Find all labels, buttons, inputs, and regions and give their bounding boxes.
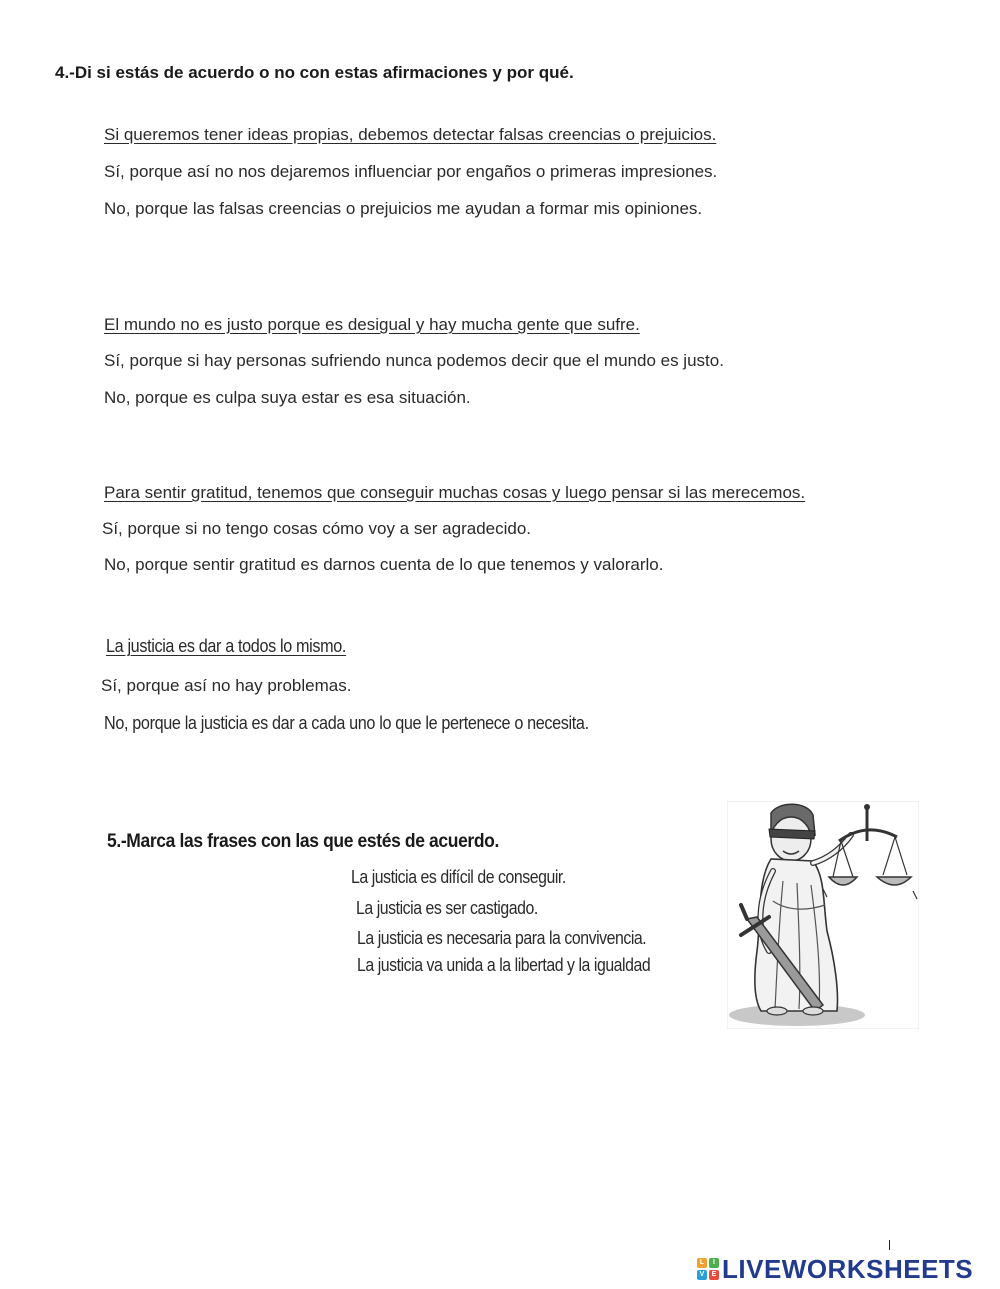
lady-justice-illustration — [727, 801, 919, 1029]
option-1-no[interactable]: No, porque las falsas creencias o prejuicios me ayudan a formar mis opiniones. — [104, 199, 703, 218]
option-1-yes[interactable]: Sí, porque así no nos dejaremos influenciar por engaños o primeras impresiones. — [104, 162, 718, 181]
option-4-yes[interactable]: Sí, porque así no hay problemas. — [101, 676, 352, 695]
statement-2: El mundo no es justo porque es desigual y hay mucha gente que sufre. — [104, 315, 640, 334]
liveworksheets-logo — [697, 1252, 973, 1286]
logo-blocks-icon — [697, 1258, 719, 1280]
option-2-no[interactable]: No, porque es culpa suya estar es esa situación. — [104, 388, 471, 407]
phrase-4[interactable]: La justicia va unida a la libertad y la igualdad — [357, 955, 651, 975]
logo-block-2: I — [709, 1258, 719, 1268]
statement-4: La justicia es dar a todos lo mismo. — [106, 636, 347, 656]
phrase-3[interactable]: La justicia es necesaria para la convivencia. — [357, 928, 647, 948]
phrase-2[interactable]: La justicia es ser castigado. — [356, 898, 538, 918]
phrase-1[interactable]: La justicia es difícil de conseguir. — [351, 867, 566, 887]
logo-block-1: L — [697, 1258, 707, 1268]
option-3-yes[interactable]: Sí, porque si no tengo cosas cómo voy a ser agradecido. — [102, 519, 532, 538]
statement-1: Si queremos tener ideas propias, debemos detectar falsas creencias o prejuicios. — [104, 125, 717, 144]
option-4-no[interactable]: No, porque la justicia es dar a cada uno lo que le pertenece o necesita. — [104, 713, 589, 733]
logo-block-4: E — [709, 1270, 719, 1280]
question-4-heading: 4.-Di si estás de acuerdo o no con estas afirmaciones y por qué. — [55, 63, 574, 82]
option-2-yes[interactable]: Sí, porque si hay personas sufriendo nunca podemos decir que el mundo es justo. — [104, 351, 724, 370]
statement-3: Para sentir gratitud, tenemos que conseguir muchas cosas y luego pensar si las merecemos. — [104, 483, 806, 502]
logo-block-3: V — [697, 1270, 707, 1280]
logo-text: LIVEWORKSHEETS — [722, 1253, 974, 1284]
question-5-heading: 5.-Marca las frases con las que estés de acuerdo. — [107, 831, 499, 852]
footer-divider-mark — [889, 1240, 890, 1250]
option-3-no[interactable]: No, porque sentir gratitud es darnos cuenta de lo que tenemos y valorarlo. — [104, 555, 664, 574]
